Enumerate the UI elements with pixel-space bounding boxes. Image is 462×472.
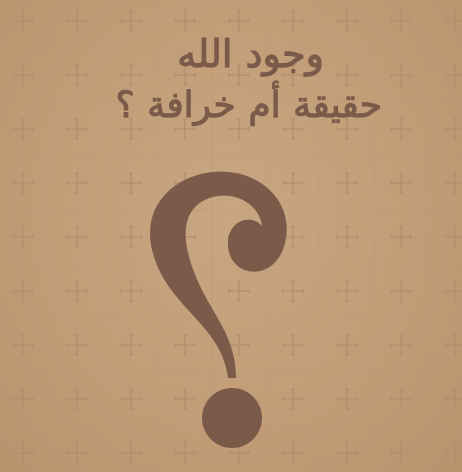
title-line-1: وجود الله xyxy=(177,31,324,76)
title-line-2: حقيقة أم خرافة ؟ xyxy=(115,84,382,126)
